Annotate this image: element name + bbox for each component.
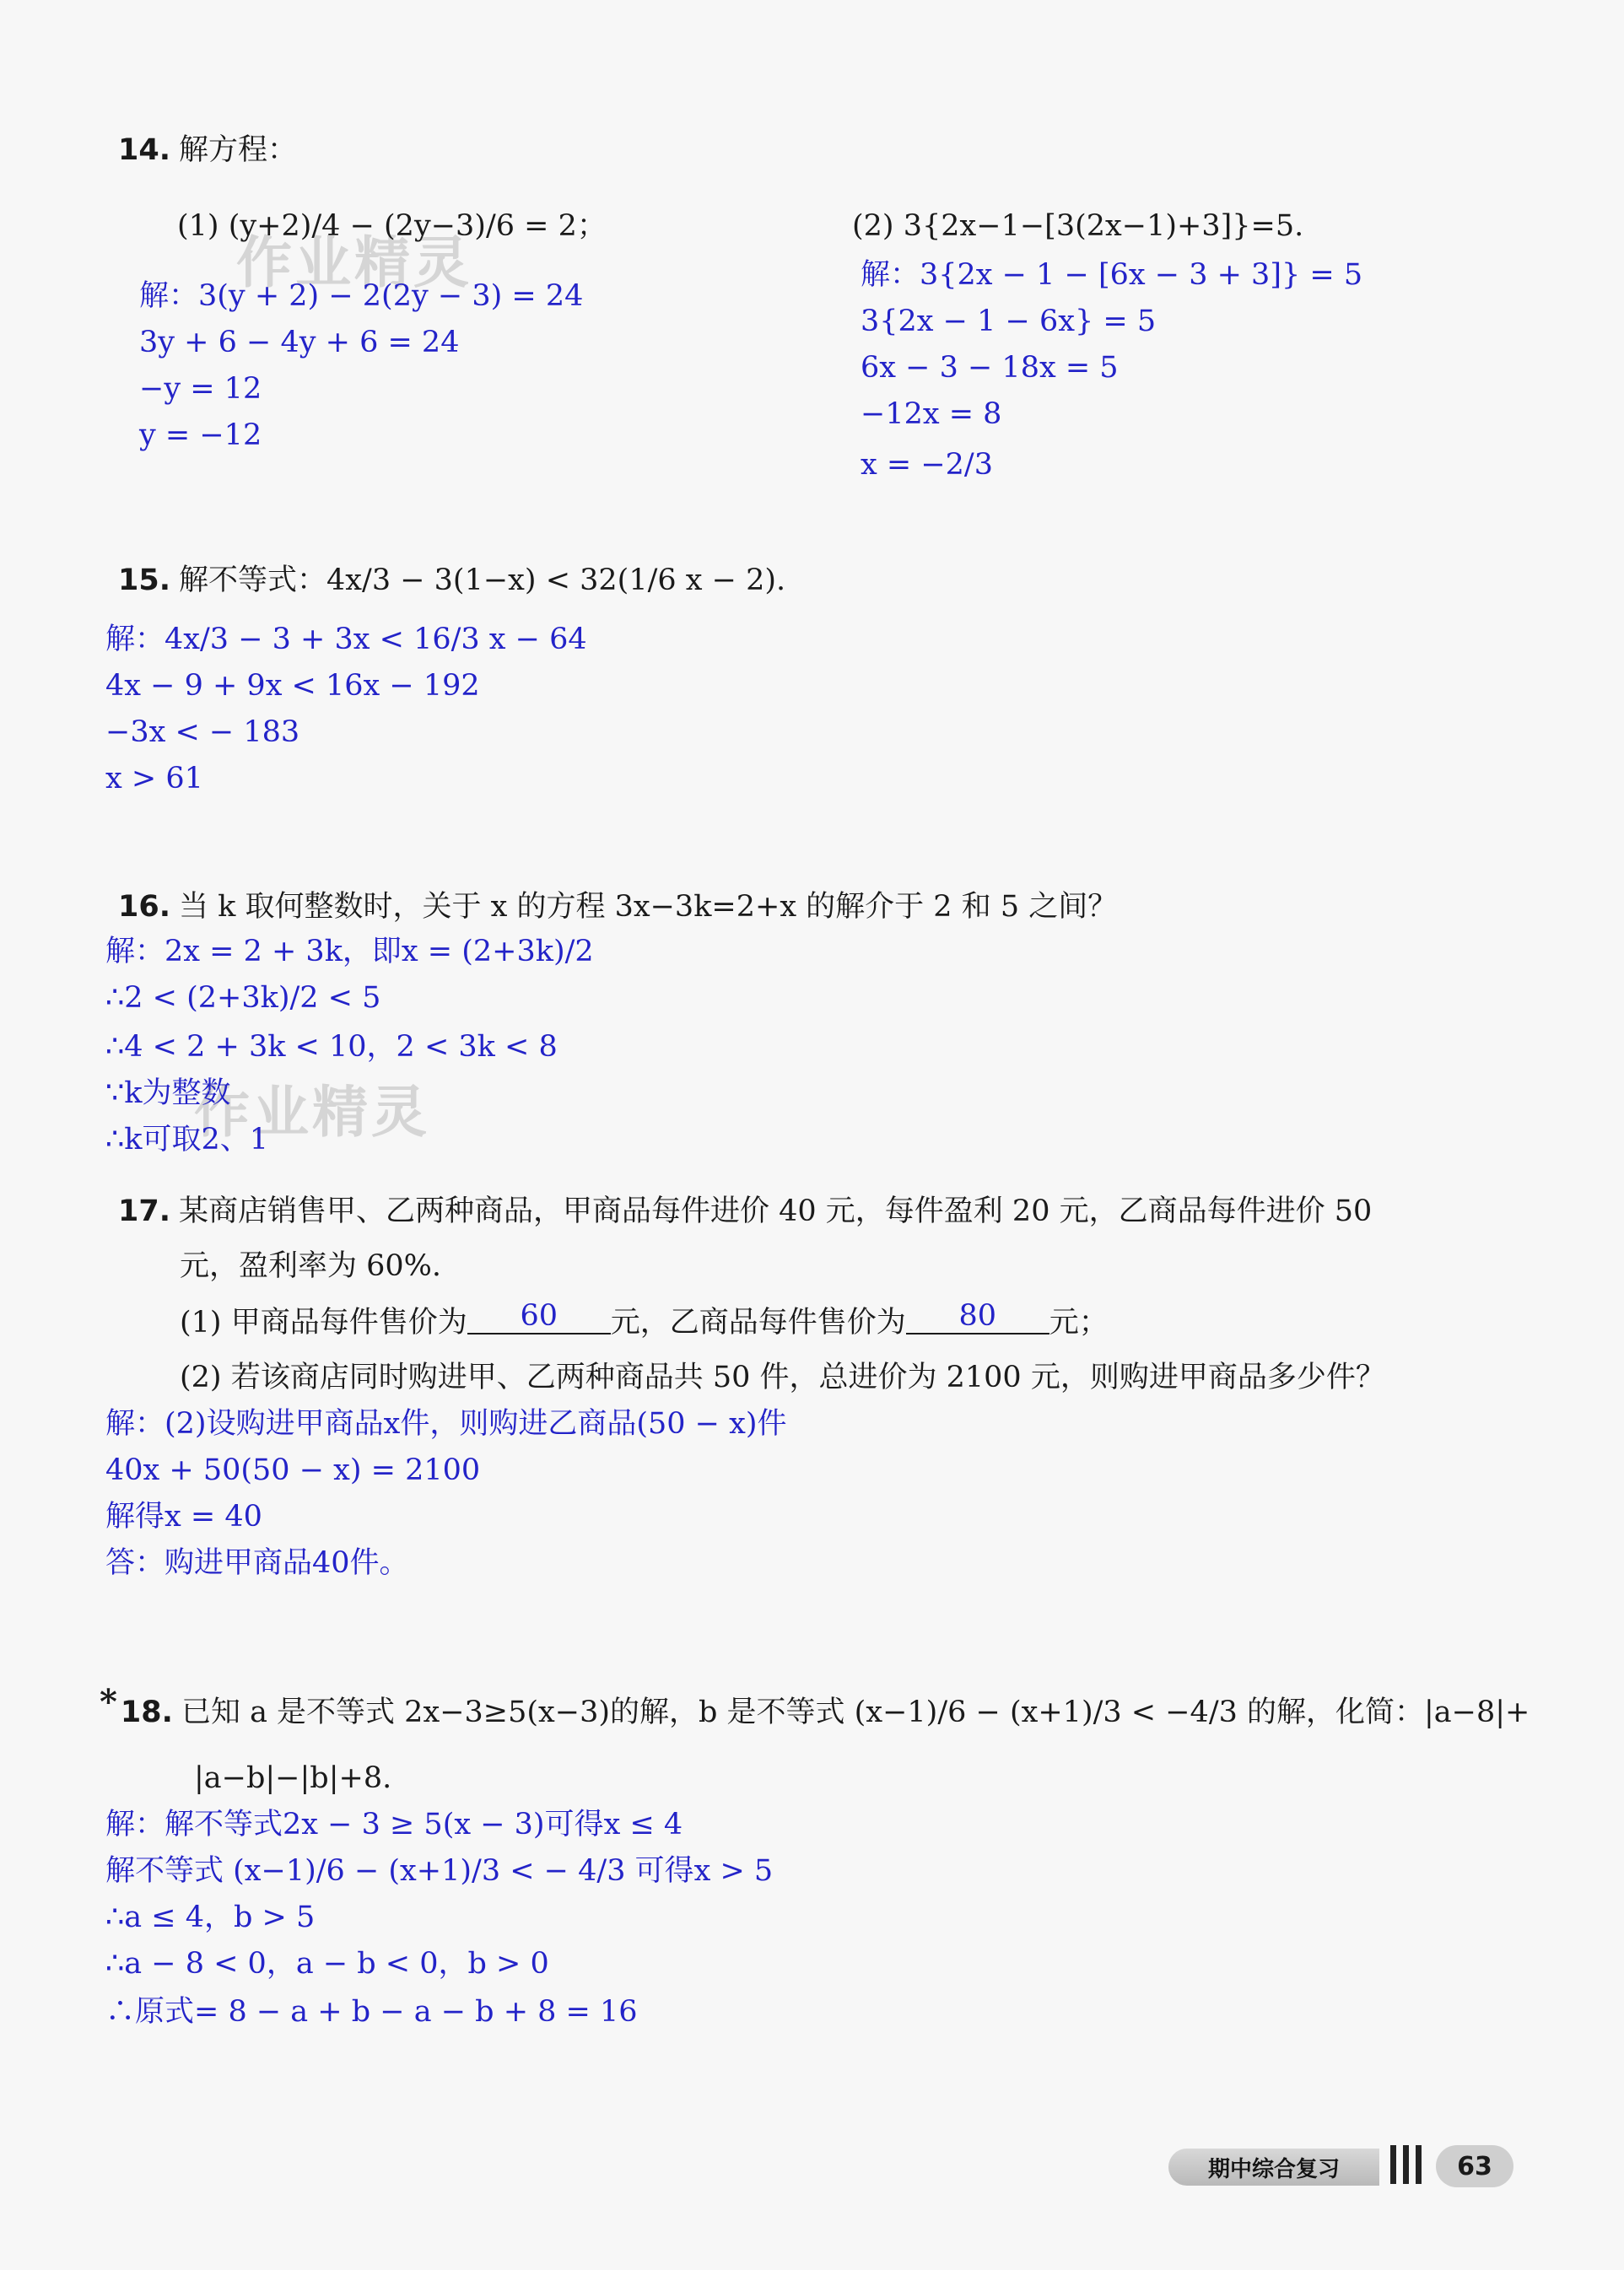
answer-18-line: ∴原式= 8 − a + b − a − b + 8 = 16 bbox=[105, 1995, 638, 2029]
answer-18-line: 解：解不等式2x − 3 ≥ 5(x − 3)可得x ≤ 4 bbox=[105, 1808, 683, 1841]
answer-14-2-line: −12x = 8 bbox=[861, 397, 1002, 431]
answer-14-2-line: 3{2x − 1 − 6x} = 5 bbox=[861, 305, 1157, 338]
answer-14-2-line: 解：3{2x − 1 − [6x − 3 + 3]} = 5 bbox=[861, 258, 1363, 292]
answer-17-line: 解：(2)设购进甲商品x件，则购进乙商品(50 − x)件 bbox=[105, 1407, 787, 1441]
answer-16-line: ∴k可取2、1 bbox=[105, 1123, 269, 1157]
question-prompt: 解方程： bbox=[179, 133, 298, 167]
answer-16-line: ∴4 < 2 + 3k < 10，2 < 3k < 8 bbox=[105, 1030, 558, 1064]
optional-star: * bbox=[100, 1682, 117, 1722]
question-14-title bbox=[118, 131, 297, 170]
question-18-title bbox=[100, 1682, 1530, 1732]
answer-14-2-line: 6x − 3 − 18x = 5 bbox=[861, 351, 1119, 385]
question-15-title bbox=[118, 561, 785, 600]
answer-14-2-line: x = −2/3 bbox=[861, 448, 993, 482]
question-number: 16. bbox=[118, 890, 171, 924]
question-number: 17. bbox=[118, 1194, 171, 1228]
answer-17-line: 答：购进甲商品40件。 bbox=[105, 1546, 409, 1580]
watermark: 作业精灵 bbox=[236, 230, 472, 295]
answer-blank-1: 60 bbox=[467, 1299, 611, 1335]
answer-14-1-line: y = −12 bbox=[139, 418, 262, 452]
answer-16-line: ∴2 < (2+3k)/2 < 5 bbox=[105, 981, 381, 1015]
question-16-title bbox=[118, 887, 1117, 926]
question-prompt: 解不等式：4x/3 − 3(1−x) < 32(1/6 x − 2). bbox=[179, 563, 786, 597]
question-17-title bbox=[118, 1192, 1372, 1231]
question-prompt: 已知 a 是不等式 2x−3≥5(x−3)的解，b 是不等式 (x−1)/6 − (x+1)/3 < −4/3 的解，化简：|a−8|+ bbox=[181, 1696, 1530, 1729]
section-tab: 期中综合复习 bbox=[1168, 2149, 1379, 2186]
question-number: 18. bbox=[120, 1696, 173, 1729]
answer-18-line: ∴a − 8 < 0，a − b < 0，b > 0 bbox=[105, 1947, 549, 1981]
divider-bars bbox=[1390, 2145, 1422, 2187]
answer-16-line: ∵k为整数 bbox=[105, 1076, 231, 1110]
answer-15-line: 解：4x/3 − 3 + 3x < 16/3 x − 64 bbox=[105, 623, 587, 656]
question-prompt: 某商店销售甲、乙两种商品，甲商品每件进价 40 元，每件盈利 20 元，乙商品每件进价 50 bbox=[179, 1194, 1373, 1228]
answer-18-line: 解不等式 (x−1)/6 − (x+1)/3 < − 4/3 可得x > 5 bbox=[105, 1854, 774, 1888]
page-number: 63 bbox=[1436, 2145, 1513, 2187]
question-14-part-1: (1) (y+2)/4 − (2y−3)/6 = 2； bbox=[177, 209, 607, 243]
answer-15-line: 4x − 9 + 9x < 16x − 192 bbox=[105, 669, 480, 703]
question-17-prompt-cont: 元，盈利率为 60%. bbox=[180, 1249, 442, 1283]
question-17-part-1: (1) 甲商品每件售价为 60 元，乙商品每件售价为 80 元； bbox=[180, 1299, 1109, 1340]
watermark: 作业精灵 bbox=[194, 1080, 430, 1145]
answer-15-line: −3x < − 183 bbox=[105, 715, 300, 749]
answer-14-1-line: 解：3(y + 2) − 2(2y − 3) = 24 bbox=[139, 279, 584, 313]
answer-14-1-line: 3y + 6 − 4y + 6 = 24 bbox=[139, 326, 460, 359]
answer-blank-2: 80 bbox=[906, 1299, 1049, 1335]
answer-17-line: 解得x = 40 bbox=[105, 1500, 262, 1534]
question-number: 14. bbox=[118, 133, 171, 167]
answer-15-line: x > 61 bbox=[105, 762, 203, 795]
answer-16-line: 解：2x = 2 + 3k，即x = (2+3k)/2 bbox=[105, 935, 594, 968]
question-prompt: 当 k 取何整数时，关于 x 的方程 3x−3k=2+x 的解介于 2 和 5 之间？ bbox=[179, 890, 1118, 924]
question-14-part-2: (2) 3{2x−1−[3(2x−1)+3]}=5. bbox=[852, 209, 1304, 243]
question-18-prompt-cont: |a−b|−|b|+8. bbox=[194, 1761, 392, 1795]
question-number: 15. bbox=[118, 563, 171, 597]
answer-17-line: 40x + 50(50 − x) = 2100 bbox=[105, 1453, 481, 1487]
question-17-part-2: (2) 若该商店同时购进甲、乙两种商品共 50 件，总进价为 2100 元，则购进甲商品多少件？ bbox=[180, 1361, 1385, 1394]
answer-18-line: ∴a ≤ 4，b > 5 bbox=[105, 1901, 316, 1934]
answer-14-1-line: −y = 12 bbox=[139, 372, 262, 406]
